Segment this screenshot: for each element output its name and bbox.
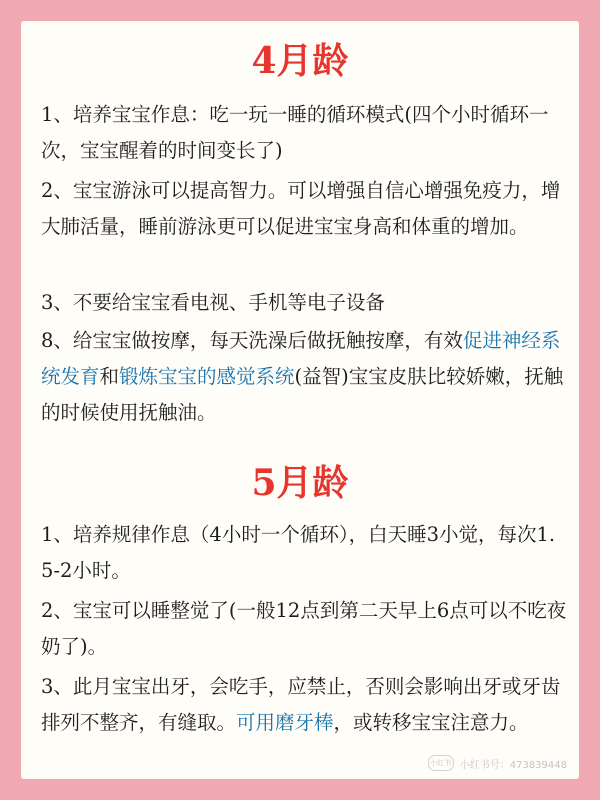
watermark: [428, 755, 567, 771]
watermark-text: 小红书号：473839448: [459, 759, 567, 771]
list-item: 2、宝宝可以睡整觉了(一般12点到第二天早上6点可以不吃夜奶了)。: [41, 599, 567, 658]
watermark-logo: 小红书: [428, 755, 454, 771]
section-title-5-month: 5月龄: [251, 462, 349, 504]
list-item: 2、宝宝游泳可以提高智力。可以增强自信心增强免疫力，增大肺活量，睡前游泳更可以促进宝宝身高和体重的增加。: [41, 179, 561, 238]
item-text: (益智)宝宝皮肤比较娇嫩，抚触的时候使用抚触油。: [41, 365, 564, 424]
list-item: [41, 323, 567, 431]
highlight-text: 可用磨牙棒: [236, 711, 334, 734]
list-item: [41, 669, 567, 741]
section-title-4-month: 4月龄: [251, 40, 349, 82]
list-item: 1、培养宝宝作息：吃一玩一睡的循环模式(四个小时循环一次，宝宝醒着的时间变长了): [41, 103, 549, 162]
list-item: 3、不要给宝宝看电视、手机等电子设备: [41, 291, 385, 314]
note-card: [21, 21, 579, 779]
item-text: ，或转移宝宝注意力。: [333, 711, 529, 734]
item-text: 8、给宝宝做按摩，每天洗澡后做抚触按摩，有效: [41, 329, 463, 352]
highlight-text: 锻炼宝宝的感觉系统: [119, 365, 295, 388]
item-text: 和: [99, 365, 120, 388]
highlight-text: 促进神经系统发育: [41, 329, 561, 388]
item-text: 3、此月宝宝出牙，会吃手，应禁止，否则会影响出牙或牙齿排列不整齐，有缝取。: [41, 675, 561, 734]
list-item: 1、培养规律作息（4小时一个循环），白天睡3小觉，每次1.5-2小时。: [41, 523, 556, 582]
